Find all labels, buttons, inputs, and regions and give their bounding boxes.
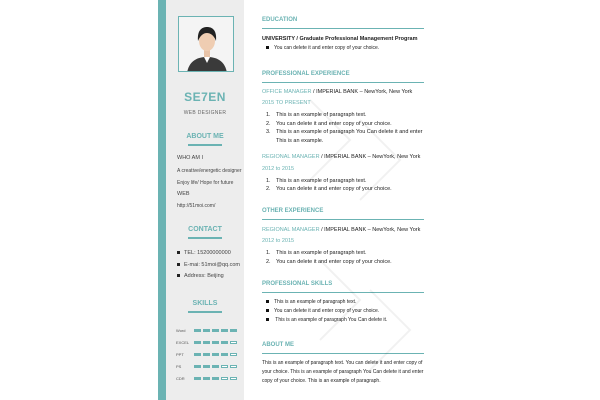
skill-level-filled xyxy=(221,329,228,332)
skills-heading: SKILLS xyxy=(192,300,218,307)
job-title: OFFICE MANAGER xyxy=(262,89,312,95)
education-school: UNIVERSITY / Graduate Professional Management Program xyxy=(262,36,418,42)
list-item: 2. You can delete it and enter copy of your choice. xyxy=(266,186,392,192)
square-bullet-icon xyxy=(266,46,269,49)
skill-row xyxy=(176,340,240,346)
section-rule xyxy=(262,353,424,354)
list-item-text: You can delete it and enter copy of your choice. xyxy=(276,121,392,127)
who-am-i-line: A creative/energetic designer xyxy=(177,168,242,174)
sidebar-accent-bar xyxy=(158,0,166,400)
bullet-icon xyxy=(177,263,180,266)
job-title-line xyxy=(262,227,420,233)
job-title: REGIONAL MANAGER xyxy=(262,227,320,233)
square-bullet-icon xyxy=(266,318,269,321)
skill-level-filled xyxy=(203,353,210,356)
list-item-text: This is an example of paragraph You Can delete it and enter xyxy=(276,129,423,135)
job-company: / IMPERIAL BANK – NewYork, New York xyxy=(311,89,413,95)
skill-level-empty xyxy=(230,365,237,368)
skill-level-filled xyxy=(221,353,228,356)
section-rule xyxy=(262,28,424,29)
education-heading: EDUCATION xyxy=(262,17,298,23)
contact-email-text: E-mai: 51moi@qq.com xyxy=(184,262,241,268)
about-me-heading: ABOUT ME xyxy=(186,133,224,140)
list-item: 1. This is an example of paragraph text. xyxy=(266,178,367,184)
job-title-line xyxy=(262,89,412,95)
skill-level-empty xyxy=(230,341,237,344)
bullet-icon xyxy=(177,274,180,277)
who-am-i-line: Enjoy life/ Hope for future xyxy=(177,180,234,186)
skill-level-filled xyxy=(203,329,210,332)
list-item-text: You can delete it and enter copy of your choice. xyxy=(274,45,380,51)
list-item-text: This is an example of paragraph text. xyxy=(276,250,367,256)
skill-name: Word xyxy=(176,328,186,333)
section-rule xyxy=(262,219,424,220)
who-am-i-label: WHO AM I xyxy=(177,155,203,161)
list-item: 2. You can delete it and enter copy of your choice. xyxy=(266,259,392,265)
job-company: / IMPERIAL BANK – NewYork, New York xyxy=(319,227,421,233)
skill-level-filled xyxy=(194,377,201,380)
web-label: WEB xyxy=(177,191,190,197)
about-me-main-heading: ABOUT ME xyxy=(262,342,294,348)
list-item xyxy=(266,138,323,144)
skill-level-filled xyxy=(221,341,228,344)
list-item: 1. This is an example of paragraph text. xyxy=(266,112,367,118)
skill-row xyxy=(176,328,240,334)
skill-level-filled xyxy=(194,353,201,356)
web-link[interactable]: http://51moi.com/ xyxy=(177,203,216,209)
other-experience-heading: OTHER EXPERIENCE xyxy=(262,208,324,214)
list-item xyxy=(266,308,379,314)
skill-level-filled xyxy=(212,341,219,344)
list-item: 1. This is an example of paragraph text. xyxy=(266,250,367,256)
contact-email[interactable] xyxy=(177,262,240,268)
skill-row xyxy=(176,364,240,370)
skill-row xyxy=(176,376,240,382)
professional-experience-heading: PROFESSIONAL EXPERIENCE xyxy=(262,71,350,77)
contact-tel xyxy=(177,250,231,256)
list-item-text: This is an example of paragraph text. xyxy=(274,299,357,305)
person-role: WEB DESIGNER xyxy=(183,110,227,116)
list-item-text: This is an example of paragraph text. xyxy=(276,178,367,184)
skill-name: EXCEL xyxy=(176,340,190,345)
contact-heading: CONTACT xyxy=(188,226,222,233)
bullet-icon xyxy=(177,251,180,254)
skill-level-filled xyxy=(203,341,210,344)
list-item xyxy=(266,317,387,323)
skill-level-filled xyxy=(212,365,219,368)
contact-tel-text: TEL: 15200000000 xyxy=(184,250,231,256)
skill-name: PS xyxy=(176,364,182,369)
skill-level-filled xyxy=(212,329,219,332)
skill-level-filled xyxy=(230,329,237,332)
skill-level-empty xyxy=(221,365,228,368)
sidebar xyxy=(166,0,244,400)
skill-level-empty xyxy=(221,377,228,380)
list-item xyxy=(266,45,379,51)
skill-row xyxy=(176,352,240,358)
job-date: 2012 to 2015 xyxy=(262,166,295,172)
job-date: 2015 TO PRESENT xyxy=(262,100,311,106)
job-title-line xyxy=(262,154,420,160)
skill-level-filled xyxy=(194,341,201,344)
contact-underline xyxy=(188,237,222,239)
list-item xyxy=(266,299,356,305)
list-item-text: You can delete it and enter copy of your choice. xyxy=(276,259,392,265)
section-rule xyxy=(262,82,424,83)
skill-name: CDR xyxy=(176,376,185,381)
person-name: SE7EN xyxy=(184,90,226,104)
professional-skills-heading: PROFESSIONAL SKILLS xyxy=(262,281,333,287)
skill-level-filled xyxy=(203,365,210,368)
contact-address-text: Address: Beijing xyxy=(184,273,224,279)
job-company: / IMPERIAL BANK – NewYork, New York xyxy=(319,154,421,160)
about-me-paragraph: This is an example of paragraph text. You can delete it and enter copy of your choice. This is an example of paragraph You Can delete it and enter copy of your choice. This is an example of paragraph. xyxy=(262,360,424,384)
skill-name: PPT xyxy=(176,352,184,357)
main-content xyxy=(262,0,424,400)
list-item-text: You can delete it and enter copy of your choice. xyxy=(274,308,380,314)
skill-level-empty xyxy=(230,353,237,356)
profile-photo xyxy=(178,16,234,72)
list-item-text: You can delete it and enter copy of your choice. xyxy=(276,186,392,192)
square-bullet-icon xyxy=(266,309,269,312)
skill-level-filled xyxy=(212,353,219,356)
job-date: 2012 to 2015 xyxy=(262,238,295,244)
job-title: REGIONAL MANAGER xyxy=(262,154,320,160)
list-item-text: This is an example of paragraph text. xyxy=(276,112,367,118)
square-bullet-icon xyxy=(266,300,269,303)
skill-level-empty xyxy=(230,377,237,380)
list-item-text: This is an example of paragraph You Can delete it. xyxy=(274,317,388,323)
skill-level-filled xyxy=(212,377,219,380)
skill-level-filled xyxy=(203,377,210,380)
contact-address xyxy=(177,273,224,279)
list-item: 3. This is an example of paragraph You Can delete it and enter xyxy=(266,129,423,135)
list-item: 2. You can delete it and enter copy of your choice. xyxy=(266,121,392,127)
skill-level-filled xyxy=(194,329,201,332)
section-rule xyxy=(262,292,424,293)
skills-underline xyxy=(188,311,222,313)
skill-level-filled xyxy=(194,365,201,368)
about-me-underline xyxy=(188,144,222,146)
list-item-text: This is an example. xyxy=(276,138,324,144)
